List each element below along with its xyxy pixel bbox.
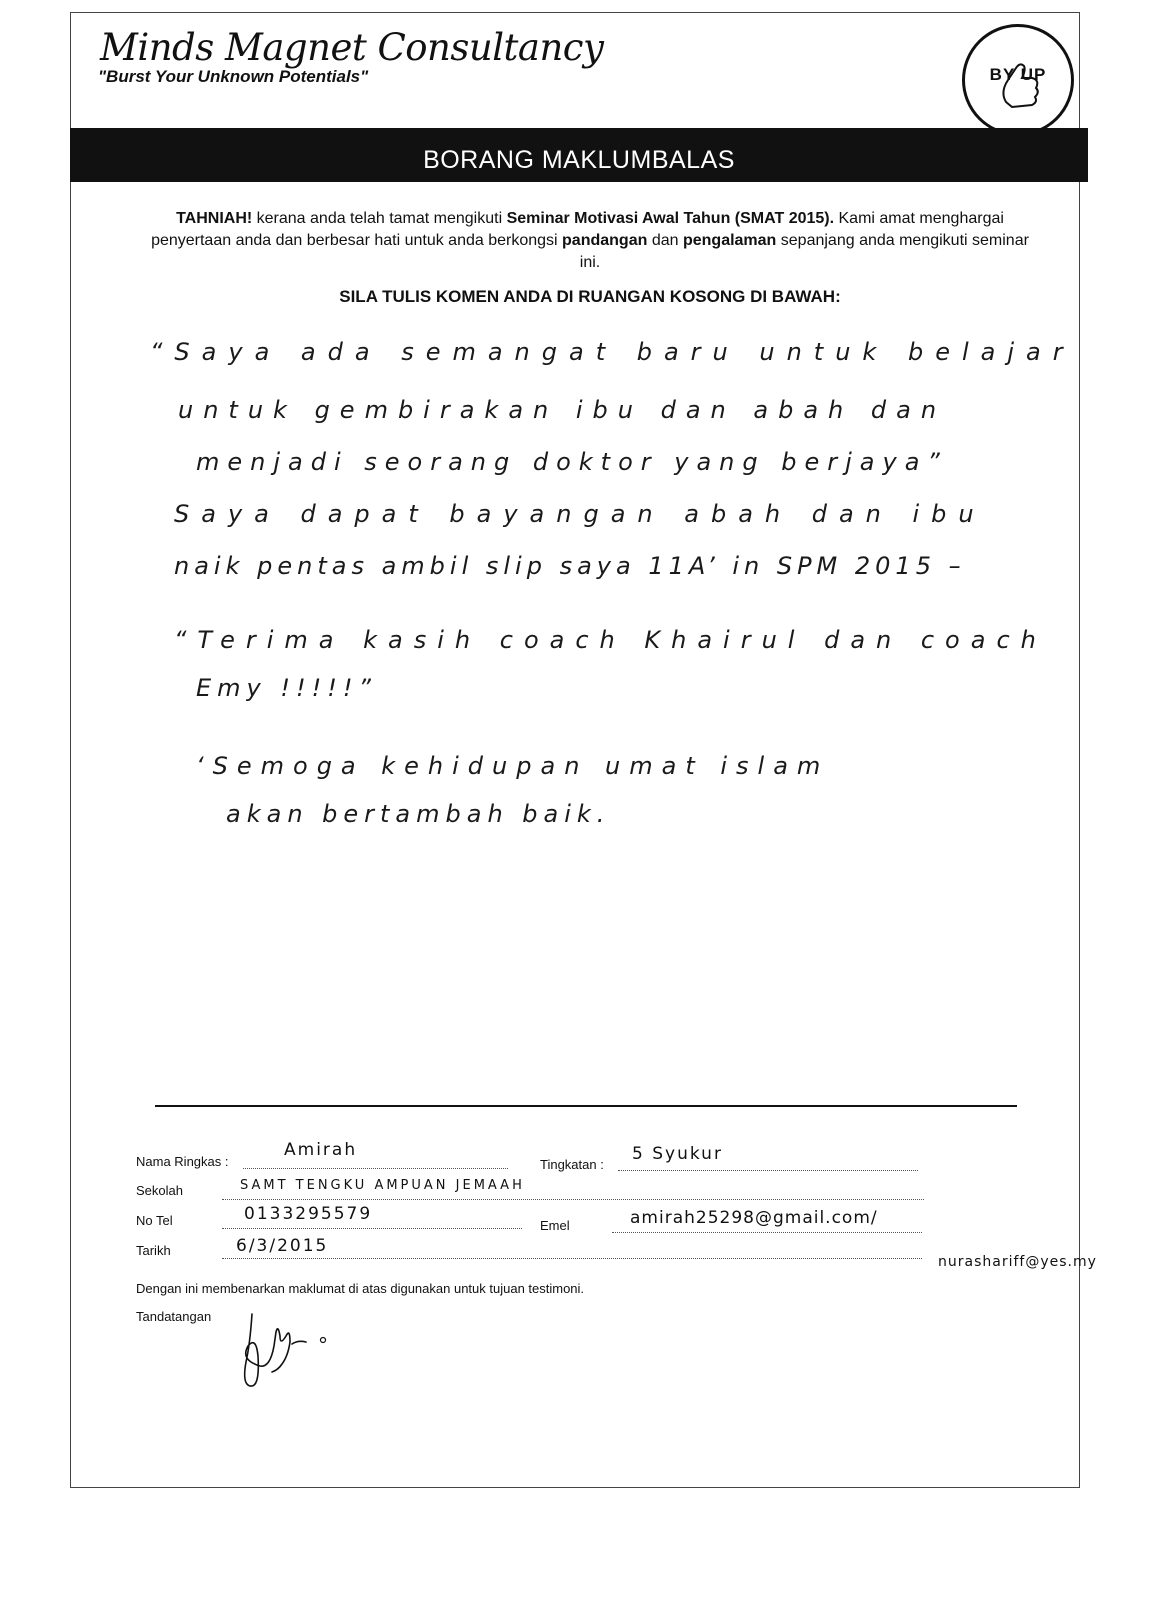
sekolah-label: Sekolah	[136, 1183, 183, 1198]
brand-name: Minds Magnet Consultancy	[100, 26, 604, 69]
comment-line: untuk gembirakan ibu dan abah dan	[178, 396, 947, 424]
nama-label: Nama Ringkas :	[136, 1154, 229, 1169]
brand-tagline: "Burst Your Unknown Potentials"	[98, 67, 369, 86]
form-title: BORANG MAKLUMBALAS	[70, 128, 1088, 182]
tingkatan-label: Tingkatan :	[540, 1157, 604, 1172]
emel-underline	[612, 1232, 922, 1233]
comment-line: Saya dapat bayangan abah dan ibu	[174, 500, 986, 528]
divider-line	[155, 1105, 1017, 1107]
brand-logo	[100, 26, 603, 87]
nama-underline	[243, 1168, 508, 1169]
tingkatan-underline	[618, 1170, 918, 1171]
notel-underline	[222, 1228, 522, 1229]
comment-line: menjadi seorang doktor yang berjaya”	[196, 448, 948, 476]
comment-line: Emy !!!!!”	[196, 674, 377, 702]
signature-image	[222, 1310, 342, 1400]
sekolah-underline	[222, 1199, 924, 1200]
emel-value-secondary[interactable]: nurashariff@yes.my	[938, 1254, 1097, 1270]
intro-congrats: TAHNIAH!	[176, 210, 253, 227]
emel-label: Emel	[540, 1218, 570, 1233]
tingkatan-value[interactable]: 5 Syukur	[632, 1144, 723, 1164]
thumbs-up-icon	[962, 24, 1074, 136]
signature-label: Tandatangan	[136, 1309, 212, 1324]
comment-line: ‘Semoga kehidupan umat islam	[196, 752, 830, 780]
comment-line: “Saya ada semangat baru untuk belajar	[150, 338, 1075, 366]
seal-text: BY UP	[989, 65, 1047, 84]
sekolah-value[interactable]: SAMT TENGKU AMPUAN JEMAAH	[240, 1178, 525, 1193]
tarikh-underline	[222, 1258, 922, 1259]
comment-instruction: SILA TULIS KOMEN ANDA DI RUANGAN KOSONG DI BAWAH:	[339, 287, 841, 306]
tarikh-label: Tarikh	[136, 1243, 171, 1258]
byup-seal-logo	[962, 24, 1074, 136]
declaration-text: Dengan ini membenarkan maklumat di atas digunakan untuk tujuan testimoni.	[136, 1281, 585, 1296]
emel-value[interactable]: amirah25298@gmail.com/	[630, 1208, 878, 1228]
notel-value[interactable]: 0133295579	[244, 1204, 373, 1224]
comment-line: naik pentas ambil slip saya 11A’ in SPM 2015 –	[174, 552, 966, 580]
comment-line: “Terima kasih coach Khairul dan coach	[174, 626, 1047, 654]
nama-value[interactable]: Amirah	[284, 1140, 358, 1160]
comment-line: akan bertambah baik.	[226, 800, 611, 828]
intro-text: TAHNIAH! kerana anda telah tamat mengikuti Seminar Motivasi Awal Tahun (SMAT 2015). Kami amat menghargai penyertaan anda dan berbesar hati untuk anda berkongsi pandangan dan pengalaman sepanjang anda mengikuti seminar ini.	[151, 210, 1029, 271]
tarikh-value[interactable]: 6/3/2015	[236, 1236, 329, 1256]
notel-label: No Tel	[136, 1213, 173, 1228]
